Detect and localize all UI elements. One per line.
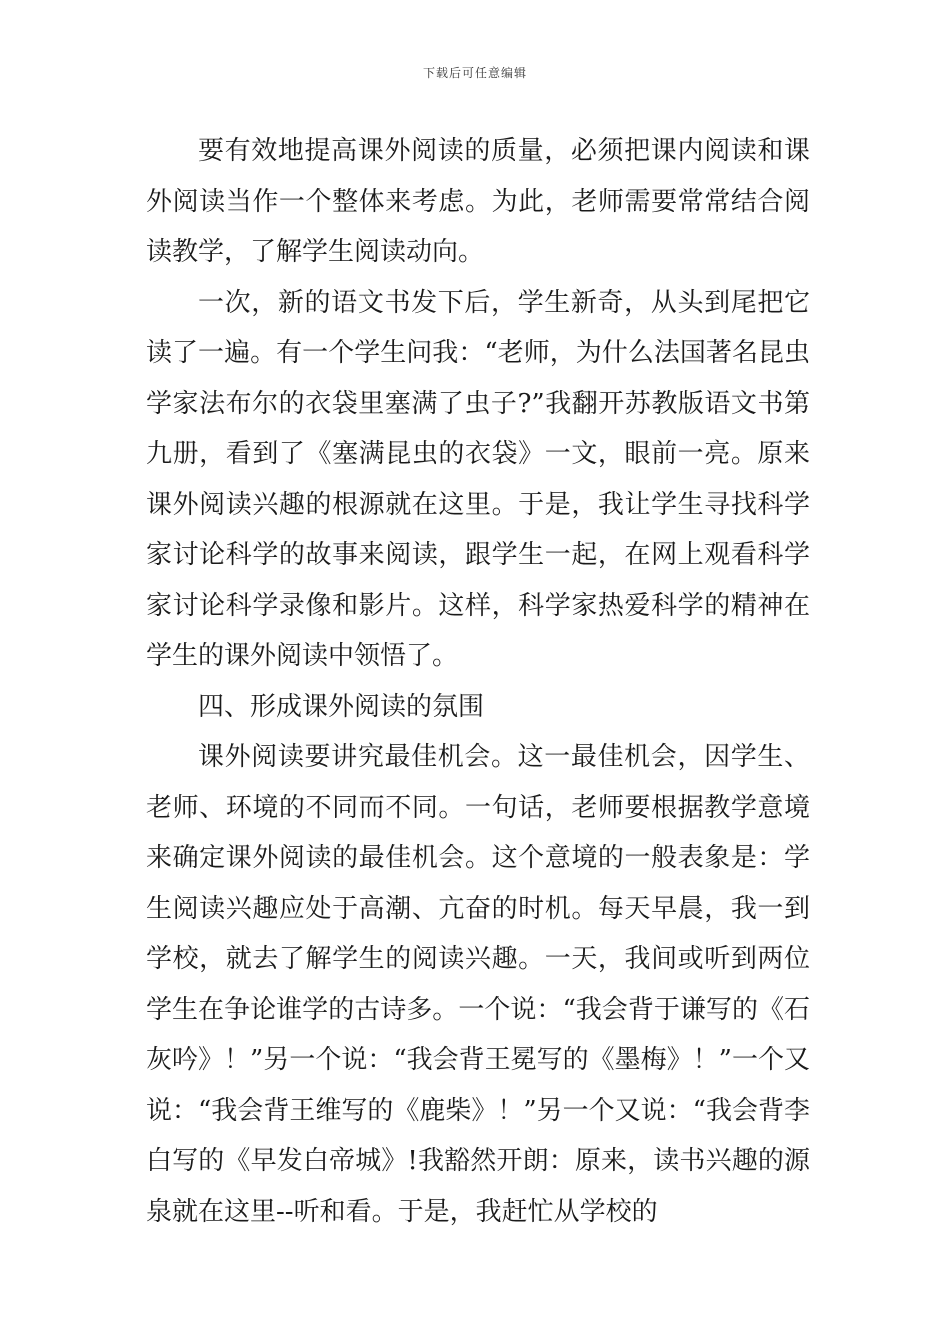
paragraph: 课外阅读要讲究最佳机会。这一最佳机会，因学生、老师、环境的不同而不同。一句话，老师要根据教学意境来确定课外阅读的最佳机会。这个意境的一般表象是：学生阅读兴趣应处于高潮、亢奋的时机。每天早晨，我一到学校，就去了解学生的阅读兴趣。一天，我间或听到两位学生在争论谁学的古诗多。一个说：“我会背于谦写的《石灰吟》！”另一个说：“我会背王冕写的《墨梅》！”一个又说：“我会背王维写的《鹿柴》！”另一个又说：“我会背李白写的《早发白帝城》!我豁然开朗：原来，读书兴趣的源泉就在这里--听和看。于是，我赶忙从学校的	[146, 742, 810, 1227]
section-heading: 四、形成课外阅读的氛围	[198, 691, 485, 722]
page-header: 下载后可任意编辑	[422, 66, 527, 80]
paragraph: 一次，新的语文书发下后，学生新奇，从头到尾把它读了一遍。有一个学生问我：“老师，为什么法国著名昆虫学家法布尔的衣袋里塞满了虫子?”我翻开苏教版语文书第九册，看到了《塞满昆虫的衣袋》一文，眼前一亮。原来课外阅读兴趣的根源就在这里。于是，我让学生寻找科学家讨论科学的故事来阅读，跟学生一起，在网上观看科学家讨论科学录像和影片。这样，科学家热爱科学的精神在学生的课外阅读中领悟了。	[146, 287, 810, 671]
paragraph: 要有效地提高课外阅读的质量，必须把课内阅读和课外阅读当作一个整体来考虑。为此，老师需要常常结合阅读教学，了解学生阅读动向。	[146, 136, 810, 267]
document-body	[146, 126, 810, 1237]
